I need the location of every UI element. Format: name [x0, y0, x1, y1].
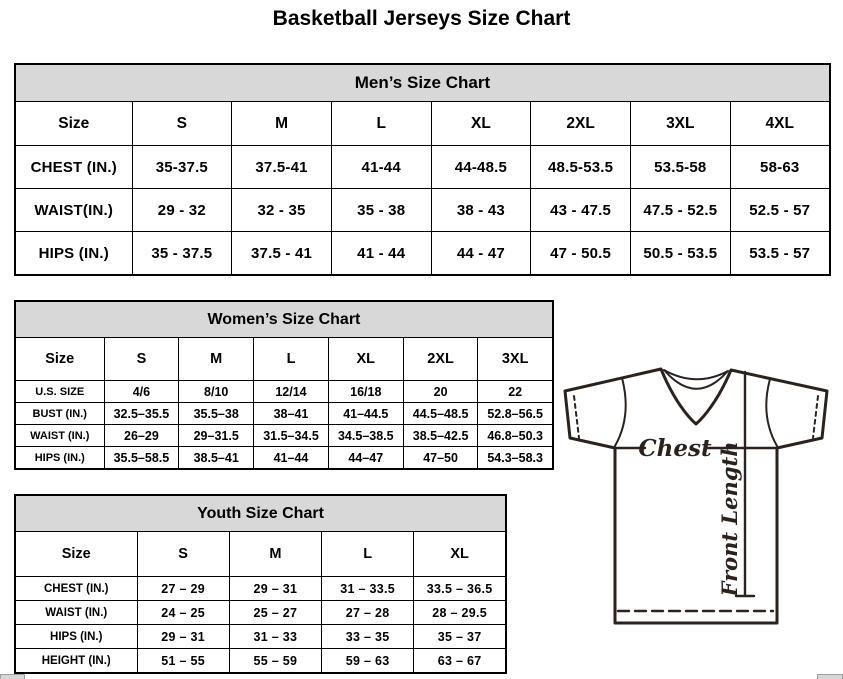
jersey-outline-shape: [565, 369, 827, 623]
size-value-cell: 53.5-58: [630, 146, 730, 189]
size-value-cell: 52.8–56.5: [478, 403, 553, 425]
mens-col-header: 4XL: [730, 102, 830, 146]
womens-col-header: XL: [328, 338, 403, 381]
womens-table-title: Women’s Size Chart: [15, 301, 553, 338]
size-value-cell: 33.5 – 36.5: [414, 577, 506, 601]
youth-table-title: Youth Size Chart: [15, 495, 506, 532]
size-value-cell: 29–31.5: [179, 425, 254, 447]
size-value-cell: 44.5–48.5: [403, 403, 478, 425]
size-value-cell: 22: [478, 381, 553, 403]
size-value-cell: 29 – 31: [137, 625, 229, 649]
womens-row-label: U.S. SIZE: [15, 381, 104, 403]
youth-col-header: S: [137, 532, 229, 577]
size-value-cell: 38 - 43: [431, 189, 531, 232]
size-value-cell: 29 - 32: [132, 189, 232, 232]
size-value-cell: 41–44: [254, 447, 329, 470]
size-value-cell: 35.5–38: [179, 403, 254, 425]
size-value-cell: 52.5 - 57: [730, 189, 830, 232]
size-value-cell: 31 – 33.5: [322, 577, 414, 601]
youth-col-header: L: [322, 532, 414, 577]
mens-col-header: M: [232, 102, 332, 146]
size-value-cell: 51 – 55: [137, 649, 229, 674]
youth-size-table: [14, 494, 507, 674]
youth-col-header: M: [229, 532, 321, 577]
size-value-cell: 27 – 29: [137, 577, 229, 601]
size-value-cell: 35 – 37: [414, 625, 506, 649]
size-value-cell: 20: [403, 381, 478, 403]
youth-col-header: XL: [414, 532, 506, 577]
size-value-cell: 8/10: [179, 381, 254, 403]
size-value-cell: 41-44: [331, 146, 431, 189]
womens-col-header: 3XL: [478, 338, 553, 381]
size-value-cell: 46.8–50.3: [478, 425, 553, 447]
size-value-cell: 27 – 28: [322, 601, 414, 625]
size-value-cell: 59 – 63: [322, 649, 414, 674]
mens-row-label: HIPS (IN.): [15, 232, 132, 276]
page-title: Basketball Jerseys Size Chart: [272, 7, 571, 30]
scrollbar-right-button-partial[interactable]: [817, 674, 843, 679]
mens-row-label: CHEST (IN.): [15, 146, 132, 189]
size-value-cell: 32 - 35: [232, 189, 332, 232]
womens-col-header: M: [179, 338, 254, 381]
size-value-cell: 37.5-41: [232, 146, 332, 189]
cuff-dashed-line-right: [813, 396, 818, 438]
size-value-cell: 41 - 44: [331, 232, 431, 276]
size-value-cell: 38.5–41: [179, 447, 254, 470]
womens-col-header: S: [104, 338, 179, 381]
size-value-cell: 41–44.5: [328, 403, 403, 425]
front-length-label: Front Length: [717, 441, 742, 597]
size-value-cell: 4/6: [104, 381, 179, 403]
size-value-cell: 25 – 27: [229, 601, 321, 625]
youth-row-label: CHEST (IN.): [15, 577, 137, 601]
size-value-cell: 34.5–38.5: [328, 425, 403, 447]
size-value-cell: 43 - 47.5: [531, 189, 631, 232]
mens-col-header: Size: [15, 102, 132, 146]
size-value-cell: 47.5 - 52.5: [630, 189, 730, 232]
size-value-cell: 35.5–58.5: [104, 447, 179, 470]
size-value-cell: 53.5 - 57: [730, 232, 830, 276]
size-value-cell: 47–50: [403, 447, 478, 470]
size-value-cell: 44–47: [328, 447, 403, 470]
size-value-cell: 38.5–42.5: [403, 425, 478, 447]
mens-col-header: L: [331, 102, 431, 146]
chest-label: Chest: [638, 435, 712, 462]
womens-col-header: L: [254, 338, 329, 381]
size-value-cell: 28 – 29.5: [414, 601, 506, 625]
size-value-cell: 35 - 37.5: [132, 232, 232, 276]
size-value-cell: 63 – 67: [414, 649, 506, 674]
size-value-cell: 12/14: [254, 381, 329, 403]
size-value-cell: 50.5 - 53.5: [630, 232, 730, 276]
womens-row-label: WAIST (IN.): [15, 425, 104, 447]
womens-row-label: BUST (IN.): [15, 403, 104, 425]
jersey-diagram: [552, 356, 843, 646]
mens-row-label: WAIST(IN.): [15, 189, 132, 232]
womens-size-table: [14, 300, 554, 470]
youth-row-label: WAIST (IN.): [15, 601, 137, 625]
size-value-cell: 55 – 59: [229, 649, 321, 674]
size-value-cell: 16/18: [328, 381, 403, 403]
youth-row-label: HEIGHT (IN.): [15, 649, 137, 674]
womens-row-label: HIPS (IN.): [15, 447, 104, 470]
size-value-cell: 31.5–34.5: [254, 425, 329, 447]
womens-col-header: Size: [15, 338, 104, 381]
size-value-cell: 35-37.5: [132, 146, 232, 189]
size-value-cell: 44-48.5: [431, 146, 531, 189]
mens-col-header: XL: [431, 102, 531, 146]
size-value-cell: 47 - 50.5: [531, 232, 631, 276]
scrollbar-left-button-partial[interactable]: [0, 674, 25, 679]
size-value-cell: 38–41: [254, 403, 329, 425]
mens-table-title: Men’s Size Chart: [15, 64, 830, 102]
armhole-seam-left: [615, 378, 626, 446]
size-value-cell: 26–29: [104, 425, 179, 447]
size-value-cell: 37.5 - 41: [232, 232, 332, 276]
mens-size-table: [14, 63, 831, 276]
size-value-cell: 29 – 31: [229, 577, 321, 601]
size-value-cell: 33 – 35: [322, 625, 414, 649]
size-value-cell: 31 – 33: [229, 625, 321, 649]
mens-col-header: 3XL: [630, 102, 730, 146]
womens-col-header: 2XL: [403, 338, 478, 381]
mens-col-header: S: [132, 102, 232, 146]
size-value-cell: 32.5–35.5: [104, 403, 179, 425]
cuff-dashed-line-left: [574, 396, 579, 438]
size-value-cell: 58-63: [730, 146, 830, 189]
size-value-cell: 54.3–58.3: [478, 447, 553, 470]
youth-col-header: Size: [15, 532, 137, 577]
size-value-cell: 35 - 38: [331, 189, 431, 232]
size-value-cell: 24 – 25: [137, 601, 229, 625]
youth-row-label: HIPS (IN.): [15, 625, 137, 649]
mens-col-header: 2XL: [531, 102, 631, 146]
size-value-cell: 44 - 47: [431, 232, 531, 276]
armhole-seam-right: [766, 379, 777, 446]
collar-ribbing: [664, 370, 728, 389]
size-value-cell: 48.5-53.5: [531, 146, 631, 189]
